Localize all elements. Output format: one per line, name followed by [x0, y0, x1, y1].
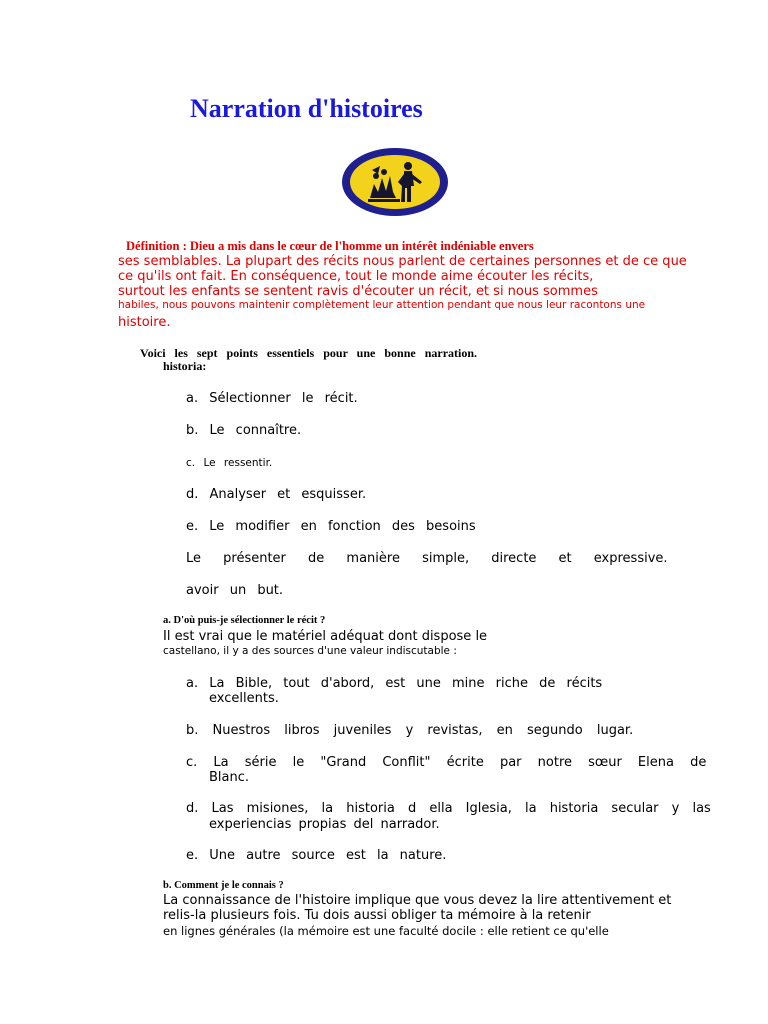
paragraph-line: en lignes générales (la mémoire est une faculté docile : elle retient ce qu'elle [163, 924, 609, 938]
list-item [186, 723, 633, 738]
list-marker: e. [186, 848, 199, 863]
list-item [186, 457, 272, 469]
definition-line: habiles, nous pouvons maintenir complètement leur attention pendant que nous leur racontons une [118, 299, 646, 311]
list-item-continued: excellents. [209, 691, 279, 706]
section-heading: b. Comment je le connais ? [163, 880, 284, 891]
list-text: Le connaître. [209, 423, 302, 438]
list-text: Le ressentir. [203, 457, 273, 469]
definition-line: ce qu'ils ont fait. En conséquence, tout le monde aime écouter les récits, [118, 269, 594, 284]
list-item [186, 391, 358, 406]
list-text: Sélectionner le récit. [209, 391, 358, 406]
list-text: La série le "Grand Conflit" écrite par notre sœur Elena de [213, 755, 707, 770]
list-item [186, 848, 446, 863]
list-item-continued: experiencias propias del narrador. [209, 817, 440, 832]
paragraph-line: La connaissance de l'histoire implique que vous devez la lire attentivement et [163, 893, 672, 908]
list-item-continued: Blanc. [209, 770, 250, 785]
list-item [186, 801, 711, 816]
points-intro-sub: historia: [163, 359, 207, 373]
list-marker: d. [186, 801, 199, 816]
list-marker: a. [186, 391, 199, 406]
list-marker: a. [186, 676, 199, 691]
list-marker: c. [186, 457, 196, 469]
list-text: Une autre source est la nature. [209, 848, 447, 863]
page-title: Narration d'histoires [190, 94, 423, 123]
paragraph-line: Il est vrai que le matériel adéquat dont dispose le [163, 629, 488, 644]
list-text: Nuestros libros juveniles y revistas, en segundo lugar. [212, 723, 634, 738]
paragraph-line: castellano, il y a des sources d'une valeur indiscutable : [163, 645, 457, 657]
list-item [186, 755, 706, 770]
list-item [186, 423, 301, 438]
points-intro: Voici les sept points essentiels pour une bonne narration. [140, 346, 478, 360]
section-heading: a. D'où puis-je sélectionner le récit ? [163, 615, 326, 626]
list-text: Las misiones, la historia d ella Iglesia, la historia secular y las [211, 801, 711, 816]
list-marker: b. [186, 723, 199, 738]
definition-line: surtout les enfants se sentent ravis d'écouter un récit, et si nous sommes [118, 284, 598, 299]
list-item [186, 676, 602, 691]
paragraph-line: relis-la plusieurs fois. Tu dois aussi obliger ta mémoire à la retenir [163, 908, 591, 923]
campfire-badge-icon [340, 146, 450, 218]
list-text: avoir un but. [186, 583, 284, 598]
list-text: Analyser et esquisser. [209, 487, 367, 502]
definition-line: histoire. [118, 315, 171, 330]
list-text: Le présenter de manière simple, directe et expressive. [186, 551, 668, 566]
list-item [186, 519, 476, 534]
list-item [186, 583, 283, 598]
list-item [186, 487, 366, 502]
definition-line: ses semblables. La plupart des récits nous parlent de certaines personnes et de ce que [118, 254, 687, 269]
list-marker: d. [186, 487, 199, 502]
definition-lead: Définition : Dieu a mis dans le cœur de l'homme un intérêt indéniable envers [126, 239, 534, 253]
list-marker: c. [186, 755, 198, 770]
list-marker: e. [186, 519, 199, 534]
list-text: La Bible, tout d'abord, est une mine riche de récits [209, 676, 603, 691]
list-marker: b. [186, 423, 199, 438]
list-item [186, 551, 668, 566]
list-text: Le modifier en fonction des besoins [209, 519, 476, 534]
